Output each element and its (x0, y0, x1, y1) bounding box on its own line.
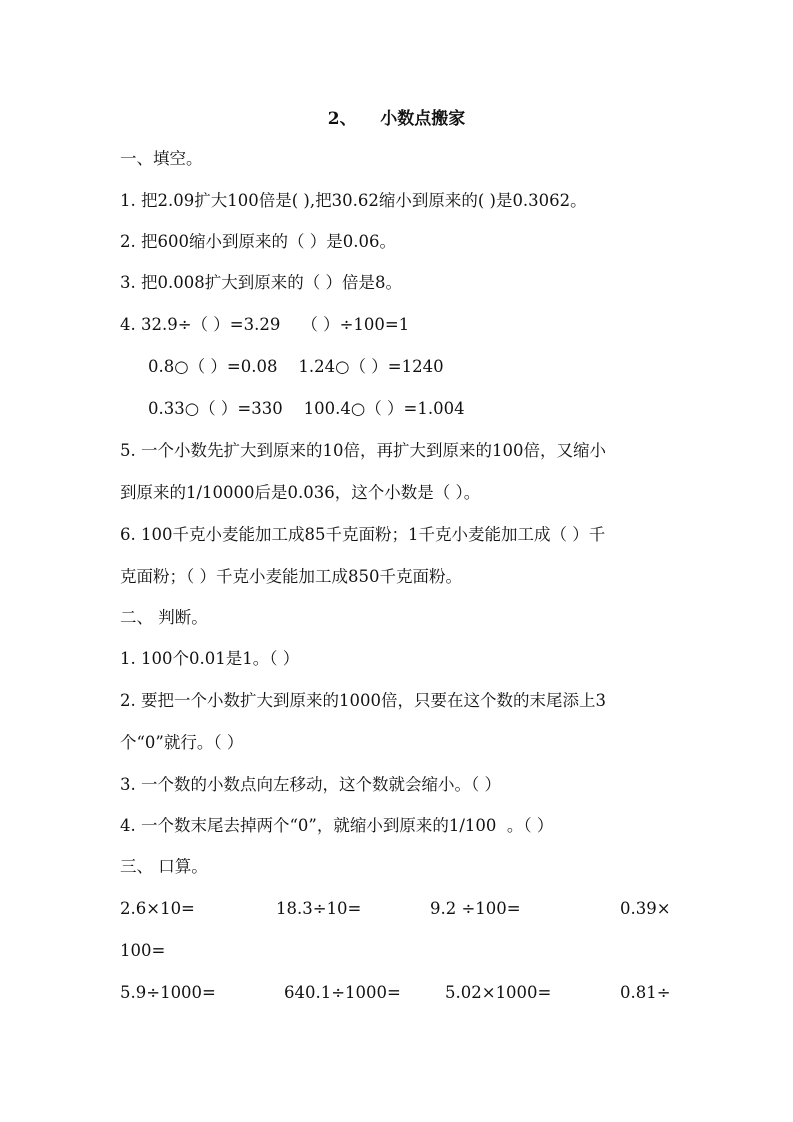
oral-item: 0.81÷ (620, 983, 671, 1002)
section-judge-heading: 二、 判断。 (120, 608, 208, 627)
fill-question-2: 2. 把600缩小到原来的（ ）是0.06。 (120, 232, 396, 251)
judge-question-4: 4. 一个数末尾去掉两个“0”，就缩小到原来的1/100 。（ ） (120, 816, 554, 835)
oral-item-wrap: 100= (120, 941, 166, 960)
oral-item: 5.02×1000= (445, 983, 552, 1002)
judge-question-3: 3. 一个数的小数点向左移动，这个数就会缩小。（ ） (120, 775, 501, 794)
fill-question-5-line-1: 5. 一个小数先扩大到原来的10倍，再扩大到原来的100倍，又缩小 (120, 441, 606, 460)
fill-question-4-row-1: 4. 32.9÷（ ）=3.29 （ ）÷100=1 (120, 315, 410, 334)
section-fill-heading: 一、填空。 (120, 149, 203, 168)
fill-question-4-row-3: 0.33○（ ）=330 100.4○（ ）=1.004 (148, 399, 465, 418)
fill-question-6-line-2: 克面粉；（ ）千克小麦能加工成850千克面粉。 (120, 567, 462, 586)
fill-question-6-line-1: 6. 100千克小麦能加工成85千克面粉；1千克小麦能加工成（ ）千 (120, 525, 606, 544)
judge-question-1: 1. 100个0.01是1。（ ） (120, 649, 300, 668)
oral-item: 640.1÷1000= (284, 983, 401, 1002)
oral-item: 18.3÷10= (276, 899, 362, 918)
fill-question-1: 1. 把2.09扩大100倍是( ),把30.62缩小到原来的( )是0.3062。 (120, 191, 587, 210)
oral-item: 9.2 ÷100= (430, 899, 521, 918)
fill-question-4-row-2: 0.8○（ ）=0.08 1.24○（ ）=1240 (148, 357, 444, 376)
fill-question-5-line-2: 到原来的1/10000后是0.036，这个小数是（ ）。 (120, 483, 481, 502)
oral-item: 2.6×10= (120, 899, 195, 918)
page-title: 2、 小数点搬家 (327, 109, 466, 129)
judge-question-2-line-1: 2. 要把一个小数扩大到原来的1000倍，只要在这个数的末尾添上3 (120, 691, 606, 710)
oral-item: 5.9÷1000= (120, 983, 216, 1002)
section-oral-heading: 三、 口算。 (120, 857, 208, 876)
judge-question-2-line-2: 个“0”就行。（ ） (120, 733, 244, 752)
oral-item: 0.39× (620, 899, 671, 918)
fill-question-3: 3. 把0.008扩大到原来的（ ）倍是8。 (120, 273, 402, 292)
